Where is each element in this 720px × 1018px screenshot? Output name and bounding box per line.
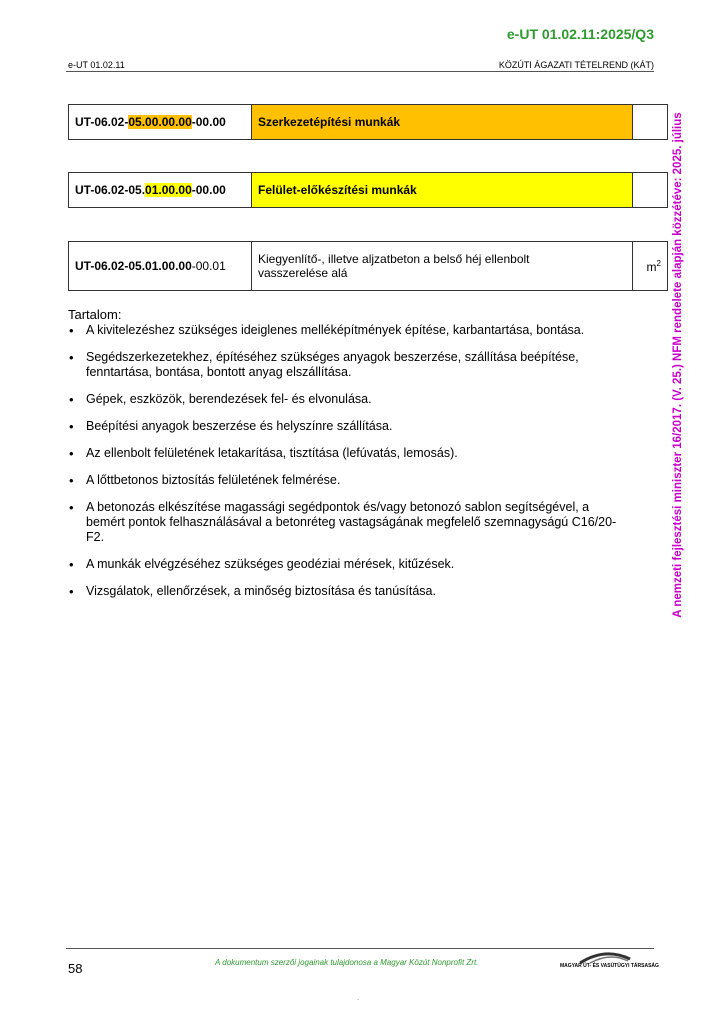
header-divider (66, 71, 654, 72)
header-right-text: KÖZÚTI ÁGAZATI TÉTELREND (KÁT) (498, 60, 654, 70)
document-code: e-UT 01.02.11:2025/Q3 (506, 26, 654, 42)
item-code: UT-06.02-05.01.00.00-00.00 (69, 173, 252, 208)
list-item: • Segédszerkezetekhez, építéséhez szükséges anyagok beszerzése, szállítása beépítése, fenntartása, bontása, bontott anyag elszállítása. (68, 350, 628, 380)
list-item: • Beépítési anyagok beszerzése és helyszínre szállítása. (68, 419, 628, 434)
item-unit (633, 105, 668, 140)
publication-side-note: A nemzeti fejlesztési miniszter 16/2017. (V. 25.) NFM rendelete alapján közzétéve: 2025. július (672, 112, 684, 618)
item-code: UT-06.02-05.00.00.00-00.00 (69, 105, 252, 140)
list-item: • A munkák elvégzéséhez szükséges geodéziai mérések, kitűzések. (68, 557, 628, 572)
page-number: 58 (68, 961, 83, 976)
header-left-text: e-UT 01.02.11 (68, 60, 125, 70)
list-item: • Vizsgálatok, ellenőrzések, a minőség biztosítása és tanúsítása. (68, 584, 628, 599)
list-item: • A lőttbetonos biztosítás felületének felmérése. (68, 473, 628, 488)
item-unit (633, 173, 668, 208)
item-row-subcategory (68, 172, 668, 208)
item-row-main-category (68, 104, 668, 140)
organization-logo (560, 949, 659, 971)
list-item: • A kivitelezéshez szükséges ideiglenes melléképítmények építése, karbantartása, bontása. (68, 323, 628, 338)
item-description: Szerkezetépítési munkák (252, 105, 633, 140)
item-unit: $m^2$ (633, 242, 668, 291)
logo-text: MAGYAR ÚT- ÉS VASÚTÜGYI TÁRSASÁG (560, 963, 659, 969)
list-item: • Az ellenbolt felületének letakarítása, tisztítása (lefúvatás, lemosás). (68, 446, 628, 461)
item-description: Kiegyenlítő-, illetve aljzatbeton a belső héj ellenbolt vasszerelése alá (252, 242, 633, 291)
item-row-detail (68, 241, 668, 291)
list-item: • A betonozás elkészítése magassági segédpontok és/vagy betonozó sablon segítségével, a bemért pontok felhasználásával a betonréteg vastagságának megfelelő szemnagyságú C16/20-F2. (68, 500, 628, 545)
footer-dot: . (357, 993, 360, 1002)
content-label: Tartalom: (68, 307, 122, 322)
list-item: • Gépek, eszközök, berendezések fel- és elvonulása. (68, 392, 628, 407)
item-code: UT-06.02-05.01.00.00-00.01 (69, 242, 252, 291)
copyright-notice: A dokumentum szerzői jogainak tulajdonosa a Magyar Közút Nonprofit Zrt. (215, 958, 479, 967)
item-description: Felület-előkészítési munkák (252, 173, 633, 208)
content-list (68, 323, 628, 611)
